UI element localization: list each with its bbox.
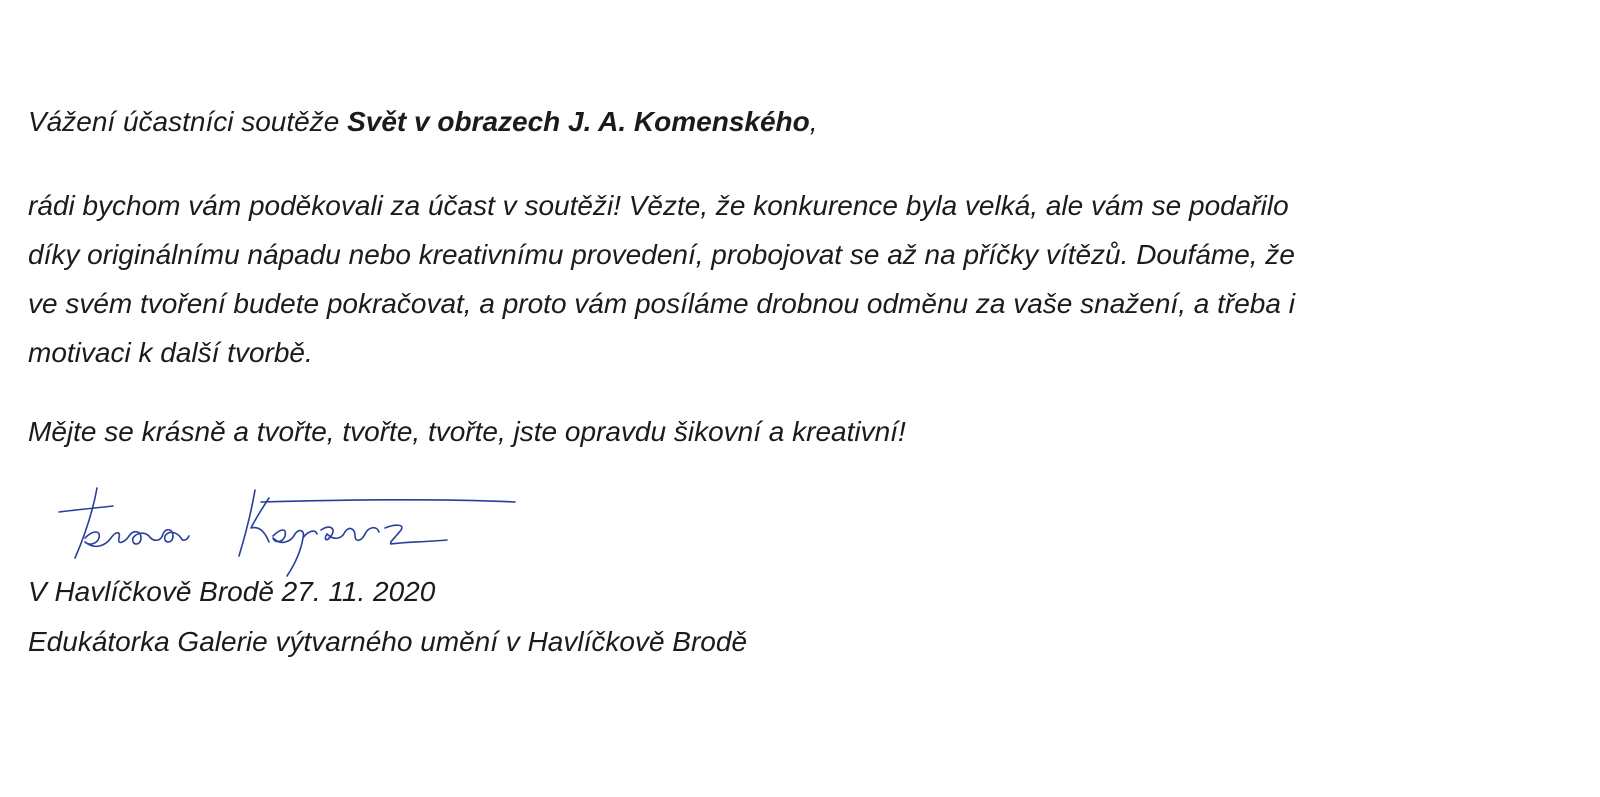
body-line: díky originálnímu nápadu nebo kreativnímu provedení, probojovat se až na příčky vítězů. Doufáme, že [28, 239, 1295, 270]
body-line: motivaci k další tvorbě. [28, 337, 313, 368]
competition-name: Svět v obrazech J. A. Komenského [347, 106, 810, 137]
salutation-prefix: Vážení účastníci soutěže [28, 106, 348, 137]
body-line: rádi bychom vám poděkovali za účast v soutěži! Vězte, že konkurence byla velká, ale vám se podařilo [28, 190, 1289, 221]
author-role: Edukátorka Galerie výtvarného umění v Havlíčkově Brodě [28, 626, 748, 657]
salutation [28, 108, 818, 136]
place-and-date: V Havlíčkově Brodě 27. 11. 2020 [28, 576, 436, 607]
salutation-suffix: , [809, 106, 818, 137]
body-line: ve svém tvoření budete pokračovat, a proto vám posíláme drobnou odměnu za vaše snažení, a třeba i [28, 288, 1295, 319]
closing-line: Mějte se krásně a tvořte, tvořte, tvořte, jste opravdu šikovní a kreativní! [28, 416, 906, 447]
handwritten-signature [55, 480, 535, 580]
